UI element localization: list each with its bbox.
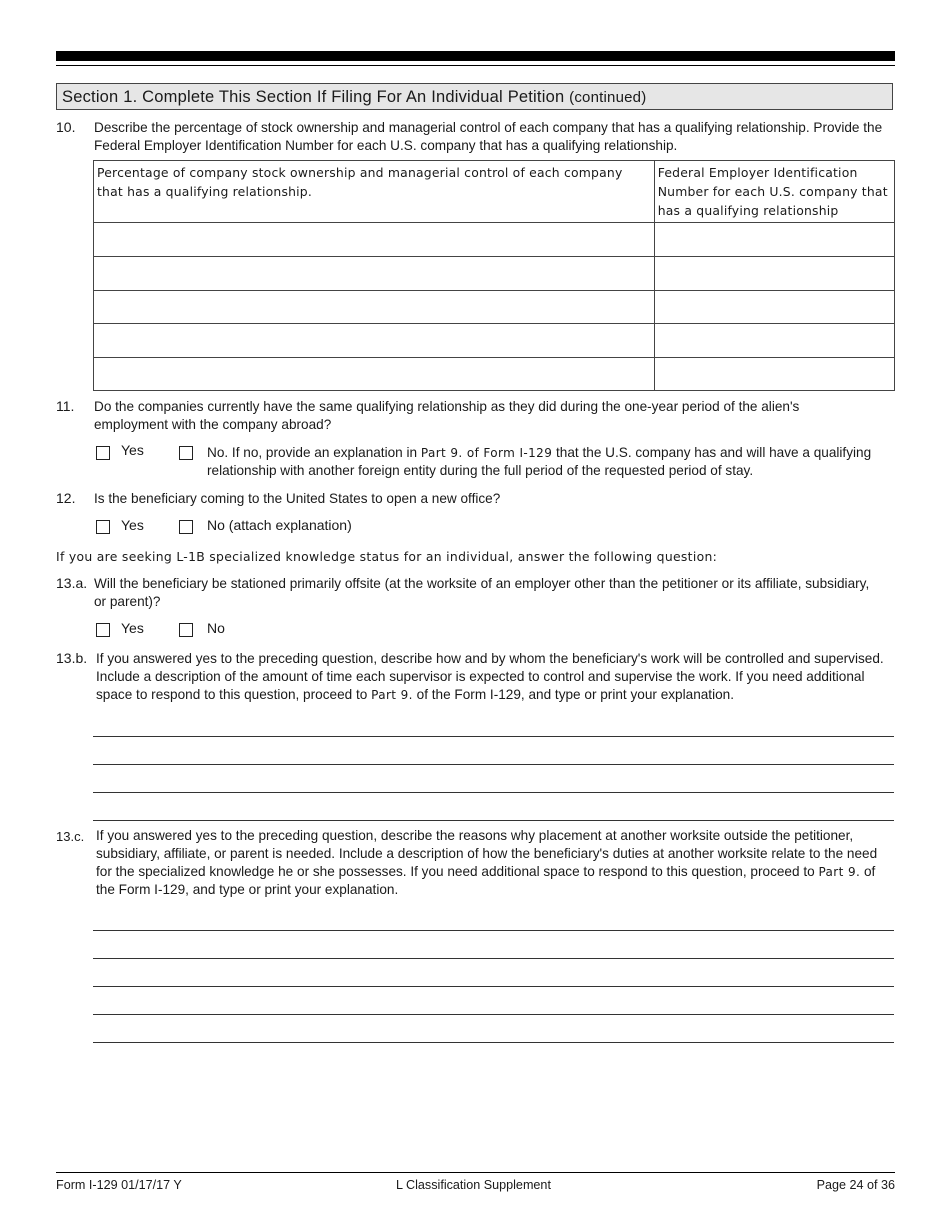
fein-input-1[interactable] <box>654 223 894 257</box>
ownership-input-1[interactable] <box>94 223 655 257</box>
q11-no-checkbox[interactable] <box>179 446 193 460</box>
q13a-number: 13.a. <box>56 575 88 591</box>
section-title: Section 1. Complete This Section If Filing For An Individual Petition <box>62 88 565 106</box>
ownership-input-4[interactable] <box>94 324 655 358</box>
q11-text: Do the companies currently have the same qualifying relationship as they did during the one-year period of the alien's employment with the company abroad? <box>94 399 800 432</box>
q13c-ref: Part 9. <box>818 865 861 879</box>
table-row <box>94 223 895 257</box>
table-row <box>94 291 895 324</box>
qualifying-relationship-table <box>93 160 895 391</box>
table-row <box>94 324 895 358</box>
section-header <box>56 83 893 110</box>
fein-input-5[interactable] <box>654 358 894 391</box>
q13c-answer-line-4[interactable] <box>93 1014 894 1015</box>
q13b-text-post: of the Form I-129, and type or print your explanation. <box>416 687 735 702</box>
q11-no-ref: Part 9. of Form I-129 <box>420 446 553 460</box>
q13c-answer-line-3[interactable] <box>93 986 894 987</box>
q13c-answer-line-5[interactable] <box>93 1042 894 1043</box>
footer-form-id: Form I-129 01/17/17 Y <box>56 1178 182 1192</box>
q12-text: Is the beneficiary coming to the United States to open a new office? <box>94 491 501 506</box>
q11-no-label-pre: No. If no, provide an explanation in <box>207 445 418 460</box>
q13b-number: 13.b. <box>56 650 88 666</box>
top-thin-rule <box>56 65 895 66</box>
section-continued: (continued) <box>569 89 647 106</box>
q10-number: 10. <box>56 119 76 135</box>
q11-yes-checkbox[interactable] <box>96 446 110 460</box>
q11-no-label-post: that the U.S. company has and will have a qualifying relationship with another foreign entity during the full period of the requested period of stay. <box>207 445 872 478</box>
q13c-answer-line-2[interactable] <box>93 958 894 959</box>
ownership-input-2[interactable] <box>94 257 655 291</box>
ownership-input-5[interactable] <box>94 358 655 391</box>
fein-input-4[interactable] <box>654 324 894 358</box>
l1b-instruction: If you are seeking L-1B specialized knowledge status for an individual, answer the following question: <box>56 549 718 564</box>
q13a-no-checkbox[interactable] <box>179 623 193 637</box>
q12-yes-checkbox[interactable] <box>96 520 110 534</box>
q12-no-label: No (attach explanation) <box>207 517 352 533</box>
q11-no-label <box>207 444 897 480</box>
footer-title: L Classification Supplement <box>396 1178 551 1192</box>
ownership-input-3[interactable] <box>94 291 655 324</box>
footer-page-number: Page 24 of 36 <box>816 1178 895 1192</box>
q13b-answer-line-1[interactable] <box>93 736 894 737</box>
q11-number: 11. <box>56 398 75 414</box>
q12-yes-label: Yes <box>121 517 144 533</box>
q13a-yes-checkbox[interactable] <box>96 623 110 637</box>
q13b-text-pre: If you answered yes to the preceding question, describe how and by whom the beneficiary's work will be controlled and supervised. Include a description of the amount of time each supervisor is expected to control and supervise the work. If you need additional space to respond to this question, proceed to <box>96 651 884 702</box>
q13c-number: 13.c. <box>56 829 85 844</box>
q13b-ref: Part 9. <box>371 688 413 702</box>
q13c-answer-line-1[interactable] <box>93 930 894 931</box>
q12-no-checkbox[interactable] <box>179 520 193 534</box>
form-page <box>56 0 895 1230</box>
table-header-fein: Federal Employer Identification Number for each U.S. company that has a qualifying relationship <box>654 161 894 223</box>
q13a-text: Will the beneficiary be stationed primarily offsite (at the worksite of an employer other than the petitioner or its affiliate, subsidiary, or parent)? <box>94 576 870 609</box>
q13c-text-pre: If you answered yes to the preceding question, describe the reasons why placement at another worksite outside the petitioner, subsidiary, affiliate, or parent is needed. Include a description of how the beneficiary's duties at another worksite relate to the need for the specialized knowledge he or she possesses. If you need additional space to respond to this question, proceed to <box>96 828 878 879</box>
top-thick-rule <box>56 51 895 61</box>
q13b-answer-line-2[interactable] <box>93 764 894 765</box>
footer-rule <box>56 1172 895 1173</box>
table-row <box>94 358 895 391</box>
table-header-ownership: Percentage of company stock ownership and managerial control of each company that has a qualifying relationship. <box>94 161 655 223</box>
q13a-yes-label: Yes <box>121 620 144 636</box>
q12-number: 12. <box>56 490 76 506</box>
table-row <box>94 257 895 291</box>
q13b-answer-line-4[interactable] <box>93 820 894 821</box>
fein-input-3[interactable] <box>654 291 894 324</box>
q13c-text-post: of the Form I-129, and type or print your explanation. <box>96 864 876 897</box>
q11-yes-label: Yes <box>121 442 144 458</box>
q13c-text <box>96 827 896 899</box>
q13a-no-label: No <box>207 620 225 636</box>
q13b-answer-line-3[interactable] <box>93 792 894 793</box>
q10-text: Describe the percentage of stock ownership and managerial control of each company that has a qualifying relationship. Provide the Federal Employer Identification Number for each U.S. company that has a qualifying relationship. <box>94 120 883 153</box>
q13b-text <box>96 650 896 704</box>
fein-input-2[interactable] <box>654 257 894 291</box>
